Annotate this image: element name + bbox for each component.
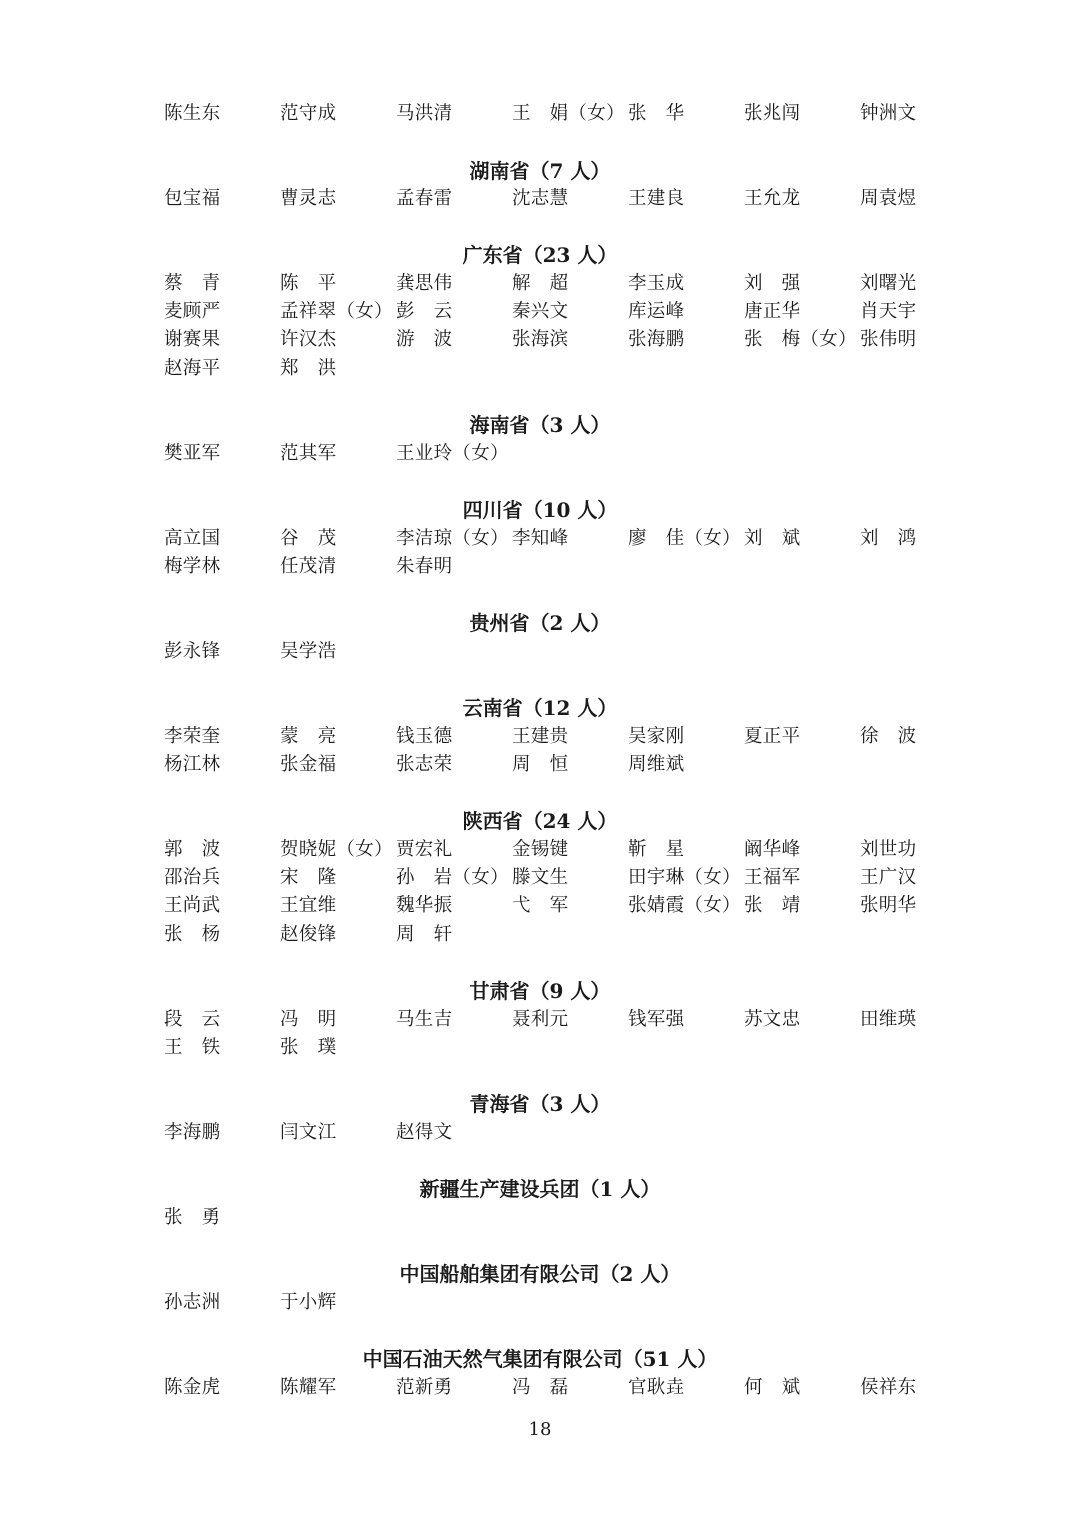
person-name: 阚华峰 <box>744 839 801 860</box>
name-row <box>0 919 1080 951</box>
person-name: 秦兴文 <box>512 301 569 322</box>
name-row <box>0 1287 1080 1319</box>
person-name: 吴学浩 <box>280 641 337 662</box>
page-number: 18 <box>528 1419 552 1440</box>
name-row <box>0 1117 1080 1149</box>
person-name: 于小辉 <box>280 1292 337 1313</box>
person-name: 金锡键 <box>512 839 569 860</box>
person-name: 田维瑛 <box>860 1009 917 1030</box>
person-name: 李荣奎 <box>164 726 221 747</box>
person-name: 曹灵志 <box>280 188 337 209</box>
person-name: 孙 岩（女） <box>396 867 509 888</box>
section-heading: 中国船舶集团有限公司（2 人） <box>399 1262 681 1286</box>
person-name: 钱玉德 <box>396 726 453 747</box>
person-name: 张海鹏 <box>628 329 685 350</box>
person-name: 陈 平 <box>280 273 337 294</box>
person-name: 郭 波 <box>164 839 221 860</box>
section-heading: 中国石油天然气集团有限公司（51 人） <box>362 1347 718 1371</box>
section-heading: 四川省（10 人） <box>462 498 618 522</box>
name-row <box>0 636 1080 668</box>
person-name: 钟洲文 <box>860 103 917 124</box>
person-name: 刘 强 <box>744 273 801 294</box>
person-name: 张志荣 <box>396 754 453 775</box>
person-name: 魏华振 <box>396 895 453 916</box>
person-name: 刘 鸿 <box>860 528 917 549</box>
name-row <box>0 438 1080 470</box>
person-name: 郑 洪 <box>280 358 337 379</box>
person-name: 张海滨 <box>512 329 569 350</box>
person-name: 李玉成 <box>628 273 685 294</box>
person-name: 谷 茂 <box>280 528 337 549</box>
person-name: 王建良 <box>628 188 685 209</box>
name-row <box>0 749 1080 781</box>
person-name: 靳 星 <box>628 839 685 860</box>
person-name: 张 梅（女） <box>744 329 857 350</box>
person-name: 张明华 <box>860 895 917 916</box>
person-name: 赵俊锋 <box>280 924 337 945</box>
person-name: 张 勇 <box>164 1207 221 1228</box>
person-name: 孟春雷 <box>396 188 453 209</box>
person-name: 段 云 <box>164 1009 221 1030</box>
person-name: 蔡 青 <box>164 273 221 294</box>
person-name: 张金福 <box>280 754 337 775</box>
person-name: 杨江林 <box>164 754 221 775</box>
name-row <box>0 1032 1080 1064</box>
person-name: 苏文忠 <box>744 1009 801 1030</box>
section-heading: 新疆生产建设兵团（1 人） <box>419 1177 661 1201</box>
person-name: 钱军强 <box>628 1009 685 1030</box>
person-name: 朱春明 <box>396 556 453 577</box>
person-name: 孙志洲 <box>164 1292 221 1313</box>
person-name: 陈生东 <box>164 103 221 124</box>
person-name: 龚思伟 <box>396 273 453 294</box>
person-name: 包宝福 <box>164 188 221 209</box>
person-name: 冯 磊 <box>512 1377 569 1398</box>
person-name: 周 恒 <box>512 754 569 775</box>
person-name: 王业玲（女） <box>396 443 509 464</box>
person-name: 马洪清 <box>396 103 453 124</box>
person-name: 田宇琳（女） <box>628 867 741 888</box>
person-name: 何 斌 <box>744 1377 801 1398</box>
person-name: 吴家刚 <box>628 726 685 747</box>
person-name: 宋 隆 <box>280 867 337 888</box>
person-name: 弋 军 <box>512 895 569 916</box>
name-row <box>0 890 1080 922</box>
person-name: 张兆闯 <box>744 103 801 124</box>
person-name: 沈志慧 <box>512 188 569 209</box>
person-name: 王尚武 <box>164 895 221 916</box>
person-name: 范新勇 <box>396 1377 453 1398</box>
person-name: 彭 云 <box>396 301 453 322</box>
section-heading: 贵州省（2 人） <box>469 611 611 635</box>
person-name: 库运峰 <box>628 301 685 322</box>
person-name: 冯 明 <box>280 1009 337 1030</box>
person-name: 闫文江 <box>280 1122 337 1143</box>
person-name: 孟祥翠（女） <box>280 301 393 322</box>
person-name: 滕文生 <box>512 867 569 888</box>
person-name: 夏正平 <box>744 726 801 747</box>
person-name: 麦顾严 <box>164 301 221 322</box>
person-name: 刘世功 <box>860 839 917 860</box>
person-name: 周袁煜 <box>860 188 917 209</box>
person-name: 王福军 <box>744 867 801 888</box>
person-name: 彭永锋 <box>164 641 221 662</box>
name-row <box>0 353 1080 385</box>
person-name: 贺晓妮（女） <box>280 839 393 860</box>
person-name: 张 靖 <box>744 895 801 916</box>
person-name: 范其军 <box>280 443 337 464</box>
person-name: 唐正华 <box>744 301 801 322</box>
person-name: 刘曙光 <box>860 273 917 294</box>
person-name: 蒙 亮 <box>280 726 337 747</box>
person-name: 王 铁 <box>164 1037 221 1058</box>
person-name: 王允龙 <box>744 188 801 209</box>
person-name: 解 超 <box>512 273 569 294</box>
person-name: 王 娟（女） <box>512 103 625 124</box>
person-name: 周维斌 <box>628 754 685 775</box>
person-name: 贾宏礼 <box>396 839 453 860</box>
person-name: 梅学林 <box>164 556 221 577</box>
name-row <box>0 1202 1080 1234</box>
person-name: 官耿垚 <box>628 1377 685 1398</box>
name-row <box>0 183 1080 215</box>
person-name: 聂利元 <box>512 1009 569 1030</box>
person-name: 王广汉 <box>860 867 917 888</box>
section-heading: 广东省（23 人） <box>462 243 618 267</box>
section-heading: 陕西省（24 人） <box>462 809 618 833</box>
person-name: 赵得文 <box>396 1122 453 1143</box>
person-name: 范守成 <box>280 103 337 124</box>
person-name: 廖 佳（女） <box>628 528 741 549</box>
person-name: 李洁琼（女） <box>396 528 509 549</box>
name-row <box>0 551 1080 583</box>
person-name: 陈金虎 <box>164 1377 221 1398</box>
person-name: 许汉杰 <box>280 329 337 350</box>
person-name: 陈耀军 <box>280 1377 337 1398</box>
person-name: 张婧霞（女） <box>628 895 741 916</box>
name-row <box>0 98 1080 130</box>
section-heading: 海南省（3 人） <box>469 413 611 437</box>
person-name: 王建贵 <box>512 726 569 747</box>
person-name: 马生吉 <box>396 1009 453 1030</box>
person-name: 游 波 <box>396 329 453 350</box>
name-row <box>0 1372 1080 1404</box>
person-name: 张 华 <box>628 103 685 124</box>
person-name: 樊亚军 <box>164 443 221 464</box>
person-name: 任茂清 <box>280 556 337 577</box>
person-name: 张伟明 <box>860 329 917 350</box>
person-name: 侯祥东 <box>860 1377 917 1398</box>
person-name: 张 璞 <box>280 1037 337 1058</box>
person-name: 徐 波 <box>860 726 917 747</box>
section-heading: 甘肃省（9 人） <box>469 979 611 1003</box>
section-heading: 青海省（3 人） <box>469 1092 611 1116</box>
section-heading: 云南省（12 人） <box>462 696 618 720</box>
person-name: 肖天宇 <box>860 301 917 322</box>
name-row <box>0 324 1080 356</box>
person-name: 刘 斌 <box>744 528 801 549</box>
person-name: 周 轩 <box>396 924 453 945</box>
person-name: 张 杨 <box>164 924 221 945</box>
person-name: 高立国 <box>164 528 221 549</box>
person-name: 赵海平 <box>164 358 221 379</box>
person-name: 王宜维 <box>280 895 337 916</box>
person-name: 李海鹏 <box>164 1122 221 1143</box>
person-name: 李知峰 <box>512 528 569 549</box>
person-name: 谢赛果 <box>164 329 221 350</box>
section-heading: 湖南省（7 人） <box>469 159 611 183</box>
person-name: 邵治兵 <box>164 867 221 888</box>
